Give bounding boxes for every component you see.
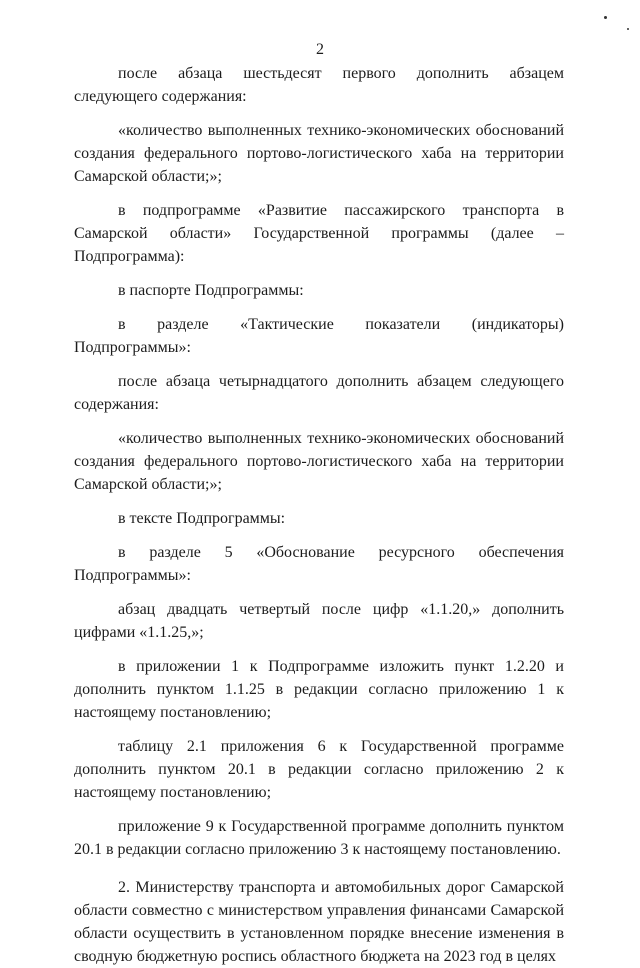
paragraph: после абзаца четырнадцатого дополнить абзацем следующего содержания:	[74, 373, 564, 413]
paragraph: «количество выполненных технико-экономических обоснований создания федерального портово-логистического хаба на территории Самарской области;»;	[74, 122, 564, 185]
paragraph: абзац двадцать четвертый после цифр «1.1.20,» дополнить цифрами «1.1.25,»;	[74, 601, 564, 641]
paragraph: приложение 9 к Государственной программе дополнить пунктом 20.1 в редакции согласно приложению 3 к настоящему постановлению.	[74, 818, 564, 858]
paragraph: 2. Министерству транспорта и автомобильных дорог Самарской области совместно с министерством управления финансами Самарской области осуществить в установленном порядке внесение изменения в сводную бюджетную роспись областного бюджета на 2023 год в целях	[74, 879, 564, 965]
paragraph: в тексте Подпрограммы:	[118, 510, 286, 527]
scan-speck	[627, 28, 629, 30]
scan-speck	[604, 16, 607, 19]
paragraph: в разделе 5 «Обоснование ресурсного обеспечения Подпрограммы»:	[74, 544, 564, 584]
paragraph: в паспорте Подпрограммы:	[118, 282, 304, 299]
paragraph: в разделе «Тактические показатели (индикаторы) Подпрограммы»:	[74, 316, 564, 356]
paragraph: «количество выполненных технико-экономических обоснований создания федерального портово-логистического хаба на территории Самарской области;»;	[74, 430, 564, 493]
paragraph: в подпрограмме «Развитие пассажирского транспорта в Самарской области» Государственной программы (далее – Подпрограмма):	[74, 202, 564, 265]
paragraph: в приложении 1 к Подпрограмме изложить пункт 1.2.20 и дополнить пунктом 1.1.25 в редакции согласно приложению 1 к настоящему постановлению;	[74, 658, 564, 721]
paragraph: после абзаца шестьдесят первого дополнить абзацем следующего содержания:	[74, 65, 564, 105]
document-body	[74, 62, 564, 968]
paragraph: таблицу 2.1 приложения 6 к Государственной программе дополнить пунктом 20.1 в редакции согласно приложению 2 к настоящему постановлению;	[74, 738, 564, 801]
page-number: 2	[316, 41, 324, 58]
